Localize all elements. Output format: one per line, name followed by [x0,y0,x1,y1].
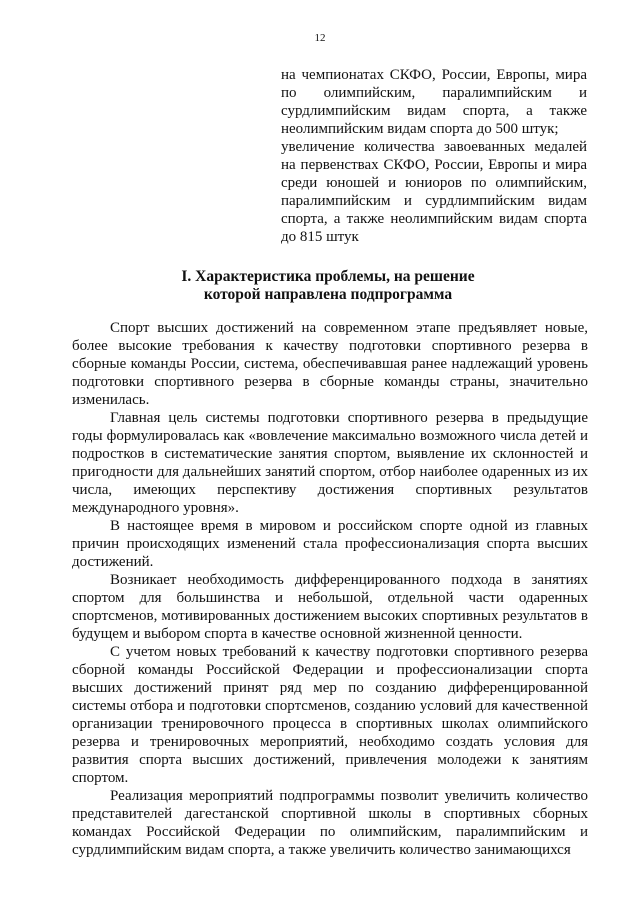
section-heading-line: I. Характеристика проблемы, на решение [181,268,475,285]
goals-continuation-block [281,66,587,246]
section-heading-line: которой направлена подпрограмма [203,286,453,303]
goal-item: увеличение количества завоеванных медалей на первенствах СКФО, России, Европы и мира среди юношей и юниоров по олимпийским, паралимпийским и сурдлимпийским видам спорта, а также неолимпийским видам спорта до 815 штук [281,139,587,245]
paragraph: Возникает необходимость дифференцированного подхода в занятиях спортом для большинства и небольшой, отдельной части одаренных спортсменов, мотивированных достижением высоких спортивных результатов в будущем и выбором спорта в качестве основной жизненной ценности. [72,572,588,642]
paragraph: Реализация мероприятий подпрограммы позволит увеличить количество представителей дагестанской спортивной школы в спортивных сборных командах Российской Федерации по олимпийским, паралимпийским и сурдлимпийским видам спорта, а также увеличить количество занимающихся [72,788,588,858]
section-body [72,319,588,859]
goal-item: на чемпионатах СКФО, России, Европы, мира по олимпийским, паралимпийским и сурдлимпийским видам спорта, а также неолимпийским видам спорта до 500 штук; [281,67,587,137]
paragraph: Спорт высших достижений на современном этапе предъявляет новые, более высокие требования к качеству подготовки спортивного резерва в сборные команды России, система, обеспечивавшая ранее надлежащий уровень подготовки спортивного резерва в сборные команды страны, значительно изменилась. [72,320,588,408]
paragraph: Главная цель системы подготовки спортивного резерва в предыдущие годы формулировалась как «вовлечение максимально возможного числа детей и подростков в систематические занятия спортом, выявление их склонностей и пригодности для дальнейших занятий спортом, отбор наиболее одаренных из их числа, имеющих перспективу достижения спортивных результатов международного уровня». [72,410,588,516]
paragraph: В настоящее время в мировом и российском спорте одной из главных причин происходящих изменений стала профессионализация спорта высших достижений. [72,518,588,570]
page-number: 12 [314,32,326,44]
paragraph: С учетом новых требований к качеству подготовки спортивного резерва сборной команды Российской Федерации и профессионализации спорта высших достижений принят ряд мер по созданию дифференцированной системы отбора и подготовки спортсменов, созданию условий для качественной организации тренировочного процесса в спортивных школах олимпийского резерва и тренировочных мероприятий, необходимо создать условия для развития спорта высших достижений, привлечения молодежи к занятиям спортом. [72,644,588,786]
section-heading [70,268,586,304]
